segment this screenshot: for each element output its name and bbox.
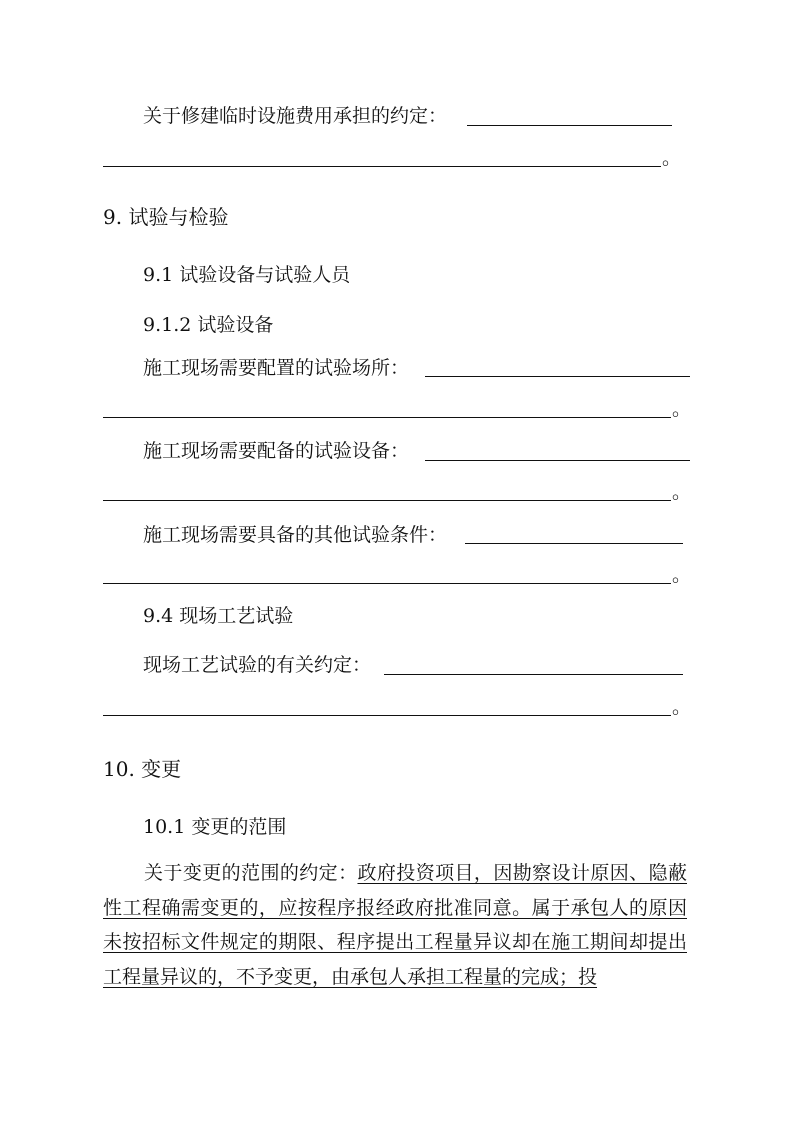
other-test-conditions-label: 施工现场需要具备的其他试验条件： bbox=[143, 524, 448, 546]
section-9-4-heading: 9.4 现场工艺试验 bbox=[143, 605, 294, 627]
period-mark: 。 bbox=[672, 481, 692, 503]
period-mark: 。 bbox=[672, 398, 692, 420]
test-site-fill-line-1[interactable] bbox=[425, 376, 690, 377]
test-site-fill-line-2[interactable] bbox=[103, 417, 671, 418]
change-scope-label: 关于变更的范围的约定： bbox=[144, 862, 358, 884]
process-test-fill-line-2[interactable] bbox=[103, 715, 671, 716]
change-scope-text: 政府投资项目，因勘察设计原因、隐蔽性工程确需变更的，应按程序报经政府批准同意。属于承包人的原因未按招标文件规定的期限、程序提出工程量异议却在施工期间却提出工程量异议的，不予变更，由承包人承担工程量的完成；投 bbox=[103, 862, 687, 988]
section-10-heading: 10. 变更 bbox=[103, 757, 182, 781]
period-mark: 。 bbox=[662, 147, 682, 169]
section-10-1-heading: 10.1 变更的范围 bbox=[143, 816, 287, 838]
test-equipment-fill-line-1[interactable] bbox=[425, 460, 690, 461]
temp-facility-fill-line-1[interactable] bbox=[467, 125, 672, 126]
process-test-label: 现场工艺试验的有关约定： bbox=[143, 654, 372, 676]
section-9-1-2-heading: 9.1.2 试验设备 bbox=[143, 314, 274, 336]
process-test-fill-line-1[interactable] bbox=[384, 674, 683, 675]
other-conditions-fill-line-1[interactable] bbox=[465, 543, 683, 544]
temp-facility-fill-line-2[interactable] bbox=[103, 166, 661, 167]
period-mark: 。 bbox=[672, 564, 692, 586]
section-9-heading: 9. 试验与检验 bbox=[103, 205, 229, 229]
temp-facility-cost-label: 关于修建临时设施费用承担的约定： bbox=[143, 105, 448, 127]
test-equipment-fill-line-2[interactable] bbox=[103, 500, 671, 501]
section-9-1-heading: 9.1 试验设备与试验人员 bbox=[143, 264, 351, 286]
period-mark: 。 bbox=[672, 696, 692, 718]
other-conditions-fill-line-2[interactable] bbox=[103, 583, 671, 584]
test-site-label: 施工现场需要配置的试验场所： bbox=[143, 357, 410, 379]
test-equipment-label: 施工现场需要配备的试验设备： bbox=[143, 440, 410, 462]
change-scope-paragraph bbox=[103, 856, 687, 994]
